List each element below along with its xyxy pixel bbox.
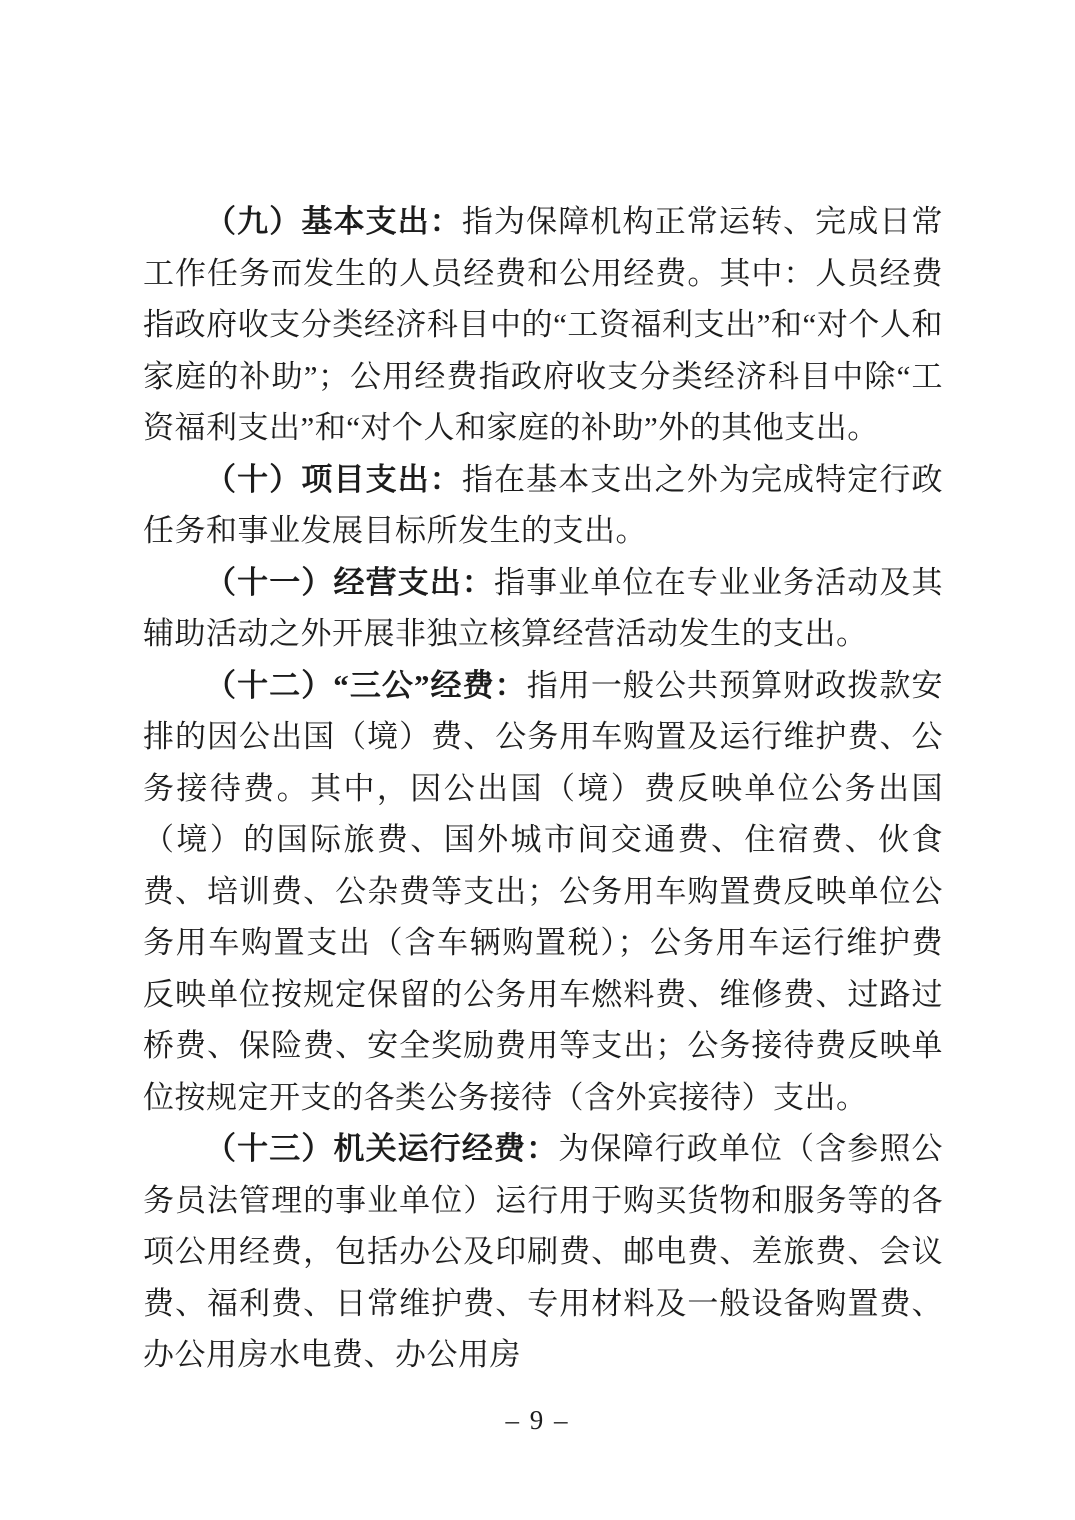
paragraph-text: 指用一般公共预算财政拨款安排的因公出国（境）费、公务用车购置及运行维护费、公务接待费。其中，因公出国（境）费反映单位公务出国（境）的国际旅费、国外城市间交通费、住宿费、伙食费、培训费、公杂费等支出；公务用车购置费反映单位公务用车购置支出（含车辆购置税）；公务用车运行维护费反映单位按规定保留的公务用车燃料费、维修费、过路过桥费、保险费、安全奖励费用等支出；公务接待费反映单位按规定开支的各类公务接待（含外宾接待）支出。	[143, 667, 943, 1115]
paragraph-heading: （十）项目支出：	[205, 461, 462, 497]
page-number: – 9 –	[505, 1405, 570, 1435]
paragraph-three-public-funds	[143, 660, 943, 1124]
paragraph-text: 指在基本支出之外为完成特定行政任务和事业发展目标所发生的支出。	[143, 461, 944, 548]
paragraph-heading: （十三）机关运行经费：	[205, 1131, 559, 1166]
paragraph-text: 指为保障机构正常运转、完成日常工作任务而发生的人员经费和公用经费。其中：人员经费指政府收支分类经济科目中的“工资福利支出”和“对个人和家庭的补助”；公用经费指政府收支分类经济科目中除“工资福利支出”和“对个人和家庭的补助”外的其他支出。	[143, 204, 944, 445]
paragraph-heading: （九）基本支出：	[205, 204, 462, 239]
paragraph-text: 为保障行政单位（含参照公务员法管理的事业单位）运行用于购买货物和服务等的各项公用经费，包括办公及印刷费、邮电费、差旅费、会议费、福利费、日常维护费、专用材料及一般设备购置费、办公用房水电费、办公用房	[143, 1131, 943, 1372]
paragraph-heading: （十二）“三公”经费：	[205, 667, 527, 703]
paragraph-project-expenditure	[143, 454, 943, 557]
paragraph-basic-expenditure	[143, 196, 943, 454]
paragraph-agency-operating-funds	[143, 1123, 943, 1381]
document-body	[143, 196, 943, 1381]
paragraph-heading: （十一）经营支出：	[205, 564, 495, 600]
paragraph-text: 指事业单位在专业业务活动及其辅助活动之外开展非独立核算经营活动发生的支出。	[143, 564, 944, 651]
paragraph-operating-expenditure	[143, 557, 943, 660]
